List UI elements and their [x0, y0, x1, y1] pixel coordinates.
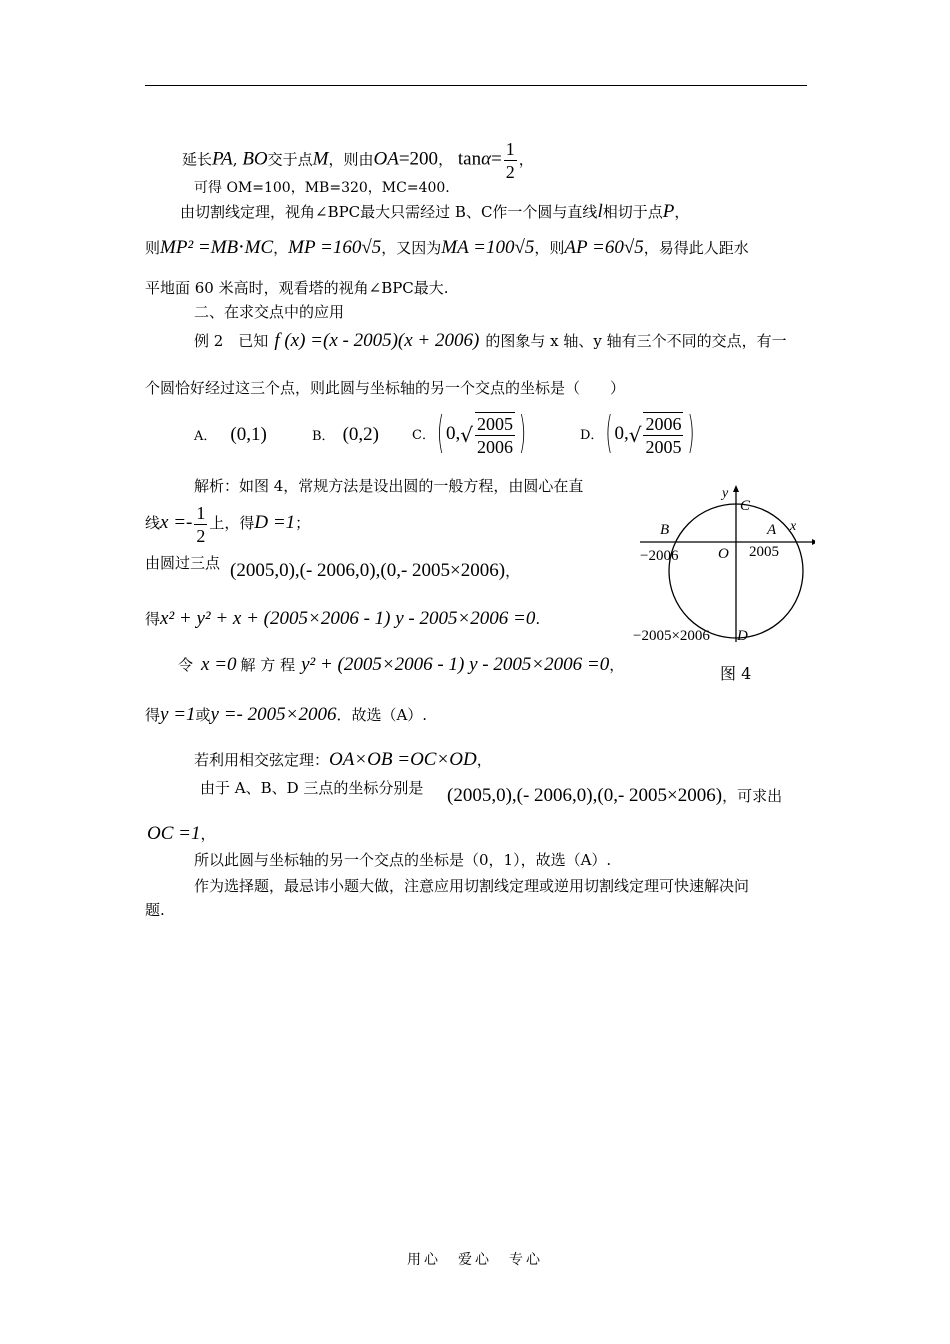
line-11-math — [230, 560, 520, 582]
option-c-label: C． — [412, 428, 435, 443]
text: , — [232, 150, 243, 169]
fraction — [194, 502, 207, 547]
numerator: 2005 — [476, 414, 513, 434]
text: ．故选（A）. — [336, 706, 428, 724]
math: l — [597, 201, 603, 222]
origin-label: O — [718, 546, 729, 562]
function-formula: f (x) =(x - 2005)(x + 2006) — [274, 330, 480, 351]
header-rule — [145, 85, 807, 86]
math: tan — [457, 148, 482, 170]
math: D =1 — [254, 512, 296, 533]
tick-product: −2005×2006 — [633, 628, 710, 644]
text: 例 2 已知 — [194, 332, 269, 350]
option-c-fraction — [475, 412, 515, 458]
line-17 — [147, 822, 215, 846]
text: 由于 A、B、D 三点的坐标分别是 — [200, 779, 424, 797]
text: ，可求出 — [722, 787, 783, 805]
point-c-label: C — [740, 498, 751, 514]
sqrt-sign: √ — [460, 423, 473, 447]
circle-equation: x² + y² + x + (2005×2006 - 1) y - 2005×2006 =0 — [160, 608, 536, 629]
math: y =1 — [160, 704, 196, 725]
points-formula: (2005,0),(- 2006,0),(0,- 2005×2006) — [447, 785, 723, 806]
line-8: 个圆恰好经过这三个点，则此圆与坐标轴的另一个交点的坐标是（ ） — [145, 379, 626, 397]
denominator: 2006 — [476, 437, 513, 457]
points-formula: (2005,0),(- 2006,0),(0,- 2005×2006) — [230, 560, 506, 581]
option-d-fraction — [643, 412, 683, 458]
numerator: 1 — [196, 502, 206, 523]
text: 线 — [145, 514, 161, 532]
math: BO — [242, 148, 268, 170]
text: ； — [295, 514, 311, 532]
point-b-label: B — [660, 522, 670, 538]
line-9: 解析：如图 4，常规方法是设出圆的一般方程，由圆心在直 — [194, 477, 584, 495]
line-14 — [145, 702, 427, 728]
line-3 — [180, 202, 689, 222]
text: 令 — [178, 656, 194, 674]
line-11 — [145, 552, 220, 574]
text: ， — [273, 239, 289, 257]
option-b-value: (0,2) — [342, 424, 379, 445]
text: 延长 — [182, 150, 213, 169]
text: 解 方 程 — [240, 656, 296, 674]
math: = — [491, 148, 502, 170]
text: ，又因为 — [381, 239, 442, 257]
tick-2005: 2005 — [749, 544, 779, 560]
text: ，则 — [534, 239, 565, 257]
denominator: 2005 — [645, 437, 682, 457]
text: ， — [674, 203, 690, 221]
option-d-prefix: 0, — [614, 423, 629, 444]
math: PA — [212, 148, 233, 170]
text: 得 — [145, 610, 161, 628]
x-axis-label: x — [790, 519, 797, 534]
x-axis-arrow — [812, 539, 815, 545]
math: OC =1 — [147, 823, 201, 844]
math: y =- 2005×2006 — [210, 704, 337, 725]
option-a[interactable] — [194, 424, 267, 448]
line-13 — [178, 652, 624, 678]
option-d[interactable] — [580, 410, 697, 460]
left-paren: ( — [605, 408, 613, 459]
text: . — [535, 610, 541, 628]
math: y² + (2005×2006 - 1) y - 2005×2006 =0 — [301, 654, 610, 675]
denominator: 2 — [196, 525, 206, 546]
text: 上，得 — [209, 514, 255, 532]
option-b-label: B． — [312, 429, 335, 444]
text: ， — [518, 150, 534, 169]
numerator: 1 — [505, 139, 515, 159]
math: α — [481, 148, 492, 170]
page-footer: 用心 爱心 专心 — [407, 1252, 543, 1268]
line-4 — [145, 236, 749, 260]
line-12 — [145, 606, 540, 632]
text: 交于点 — [267, 150, 313, 169]
line-10 — [145, 500, 310, 547]
option-d-label: D． — [580, 428, 604, 443]
text: ，易得此人距水 — [643, 239, 749, 257]
line-16-math — [447, 784, 782, 808]
math: MP² =MB⋅MC — [160, 237, 274, 258]
option-c-prefix: 0, — [445, 423, 461, 444]
left-paren: ( — [436, 408, 444, 459]
right-paren: ) — [687, 408, 695, 459]
text: 由圆过三点 — [145, 554, 221, 572]
text: 则 — [145, 239, 161, 257]
line-2: 可得 OM=100，MB=320，MC=400. — [194, 180, 450, 196]
line-16 — [200, 776, 423, 800]
text: 由切割线定理，视角∠BPC最大只需经过 B、C作一个圆与直线 — [180, 203, 598, 221]
point-a-label: A — [767, 522, 777, 538]
math: OA×OB =OC×OD — [329, 749, 477, 770]
line-19: 作为选择题，最忌讳小题大做，注意应用切割线定理或逆用切割线定理可快速解决问 — [194, 877, 750, 895]
y-axis-label: y — [722, 486, 729, 501]
line-18: 所以此圆与坐标轴的另一个交点的坐标是（0，1），故选（A）. — [194, 851, 612, 869]
line-5: 平地面 60 米高时，观看塔的视角∠BPC最大. — [145, 279, 449, 297]
text: ， — [438, 150, 454, 169]
math: OA — [373, 148, 399, 170]
text: ， — [505, 562, 521, 580]
math: MP =160√5 — [288, 237, 382, 258]
math: MA =100√5 — [441, 237, 535, 258]
line-20: 题. — [145, 901, 165, 919]
text: ，则由 — [328, 150, 374, 169]
numerator: 2006 — [645, 414, 682, 434]
sqrt-sign: √ — [628, 423, 642, 447]
right-paren: ) — [518, 408, 527, 459]
text: 的图象与 x 轴、y 轴有三个不同的交点，有一 — [485, 332, 787, 350]
option-b[interactable] — [312, 424, 379, 448]
text: 得 — [145, 706, 161, 724]
text: ， — [200, 825, 216, 843]
option-a-value: (0,1) — [230, 424, 267, 445]
point-d-label: D — [737, 628, 748, 644]
denominator: 2 — [505, 162, 515, 182]
math: =200 — [398, 148, 439, 170]
line-6-heading: 二、在求交点中的应用 — [194, 303, 345, 321]
figure-4 — [630, 480, 815, 695]
fraction — [504, 138, 517, 183]
math: x =- — [160, 512, 193, 533]
line-15 — [194, 748, 492, 772]
text: 若利用相交弦定理： — [194, 751, 330, 769]
text: 或 — [195, 706, 211, 724]
line-7 — [194, 328, 787, 354]
tick-neg-2006: −2006 — [640, 548, 679, 564]
option-a-label: A． — [194, 429, 217, 444]
text: 相切于点 — [602, 203, 663, 221]
option-c[interactable] — [412, 410, 528, 460]
text: ， — [609, 656, 625, 674]
math: P — [662, 201, 675, 222]
math: M — [312, 148, 329, 170]
figure-caption: 图 4 — [720, 664, 752, 683]
math: x =0 — [201, 654, 237, 675]
math: AP =60√5 — [564, 237, 644, 258]
line-1 — [182, 138, 534, 183]
y-axis-arrow — [733, 485, 739, 492]
text: ， — [476, 751, 492, 769]
